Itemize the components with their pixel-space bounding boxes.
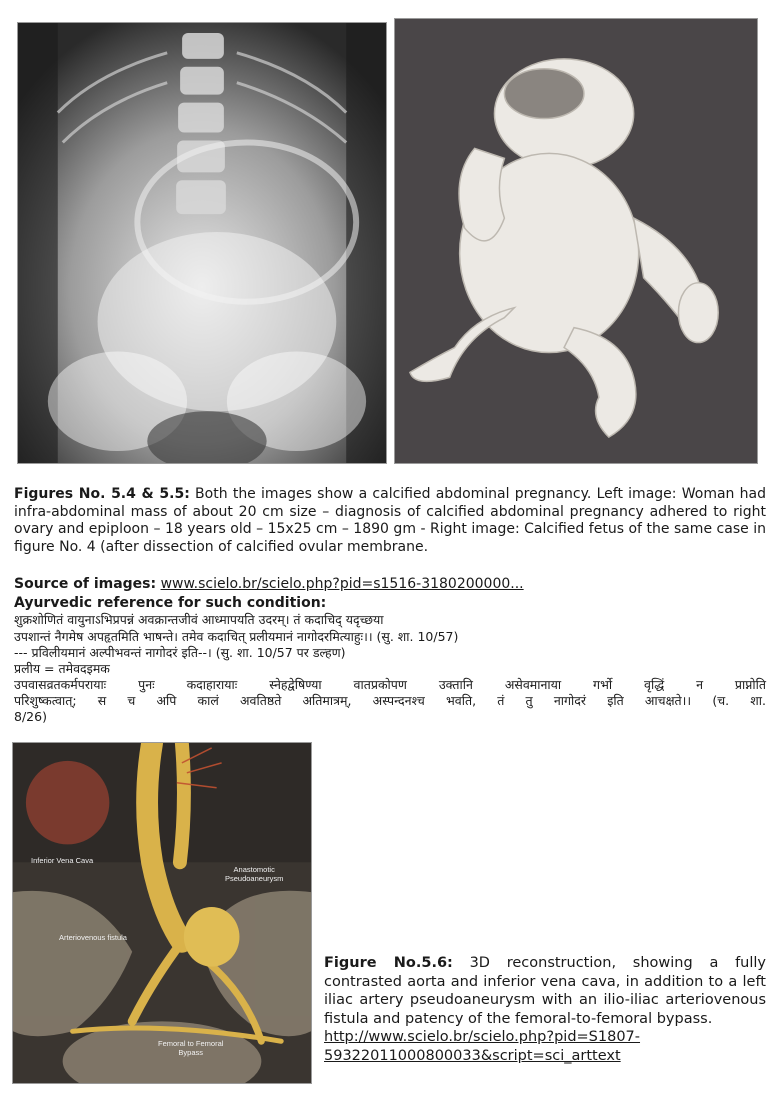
- source-label: Source of images:: [14, 576, 157, 592]
- figure-56-text: 3D reconstruction, showing a fully contrasted aorta and inferior vena cava, in addition to a left iliac artery pseudoaneurysm with an ilio-iliac arteriovenous fistula and patency of the femoral-to-femoral bypass.: [324, 955, 767, 1027]
- sanskrit-line: शुक्रशोणितं वायुनाऽभिप्रपन्नं अवक्रान्तजीवं आध्मापयति उदरम्। तं कदाचिद् यदृच्छया: [14, 612, 384, 627]
- source-line: [14, 576, 766, 594]
- figure-56-caption: [324, 954, 766, 1065]
- figure-56-link-part2[interactable]: 59322011000800033&script=sci_arttext: [324, 1047, 621, 1064]
- ayurvedic-heading: Ayurvedic reference for such condition:: [14, 595, 327, 611]
- ct-label-fistula: Arteriovenous fistula: [59, 933, 127, 942]
- figures-caption-label: Figures No. 5.4 & 5.5:: [14, 486, 190, 502]
- sanskrit-line: उपवासव्रतकर्मपरायाः पुनः कदाहारायाः स्नेहद्वेषिण्या वातप्रकोपण उक्तानि असेवमानाया गर्भो वृद्धिं न प्राप्नोति: [14, 677, 766, 692]
- figure-56-label: Figure No.5.6:: [324, 955, 453, 971]
- sanskrit-line: 8/26): [14, 709, 47, 724]
- figure-56-link-part1[interactable]: http://www.scielo.br/scielo.php?pid=S1807-: [324, 1029, 641, 1045]
- calcified-fetus-photo: [394, 18, 758, 464]
- sanskrit-line: प्रलीय = तमेवदइमक: [14, 661, 110, 676]
- figures-caption: [14, 486, 766, 556]
- sanskrit-line: --- प्रविलीयमानं अल्पीभवन्तं नागोदरं इति--। (सु. शा. 10/57 पर डल्हण): [14, 645, 346, 660]
- ct-label-bypass: Femoral to Femoral Bypass: [158, 1039, 224, 1057]
- xray-image: [17, 22, 387, 464]
- ct-label-pseudoaneurysm: Anastomotic Pseudoaneurysm: [225, 865, 284, 883]
- sanskrit-line: परिशुष्कत्वात्; स च अपि कालं अवतिष्ठते अतिमात्रम्, अस्पन्दनश्च भवति, तं तु नागोदरं इति आचक्षते।। (च. शा.: [14, 693, 766, 708]
- source-link[interactable]: www.scielo.br/scielo.php?pid=s1516-3180200000...: [160, 576, 524, 592]
- sanskrit-line: उपशान्तं नैगमेष अपहृतमिति भाषन्ते। तमेव कदाचित् प्रलीयमानं नागोदरमित्याहुः।। (सु. शा. 10/57): [14, 629, 459, 644]
- ct-reconstruction-image: [12, 742, 312, 1084]
- ct-label-ivc: Inferior Vena Cava: [31, 856, 94, 865]
- figures-caption-text: Both the images show a calcified abdominal pregnancy. Left image: Woman had infra-abdominal mass of about 20 cm size – diagnosis of calcified abdominal pregnancy adhered to right ovary and epiploon – 18 years old – 15x25 cm – 1890 gm - Right image: Calcified fetus of the same case in figure No. 4 (after dissection of calcified ovular membrane.: [14, 486, 766, 555]
